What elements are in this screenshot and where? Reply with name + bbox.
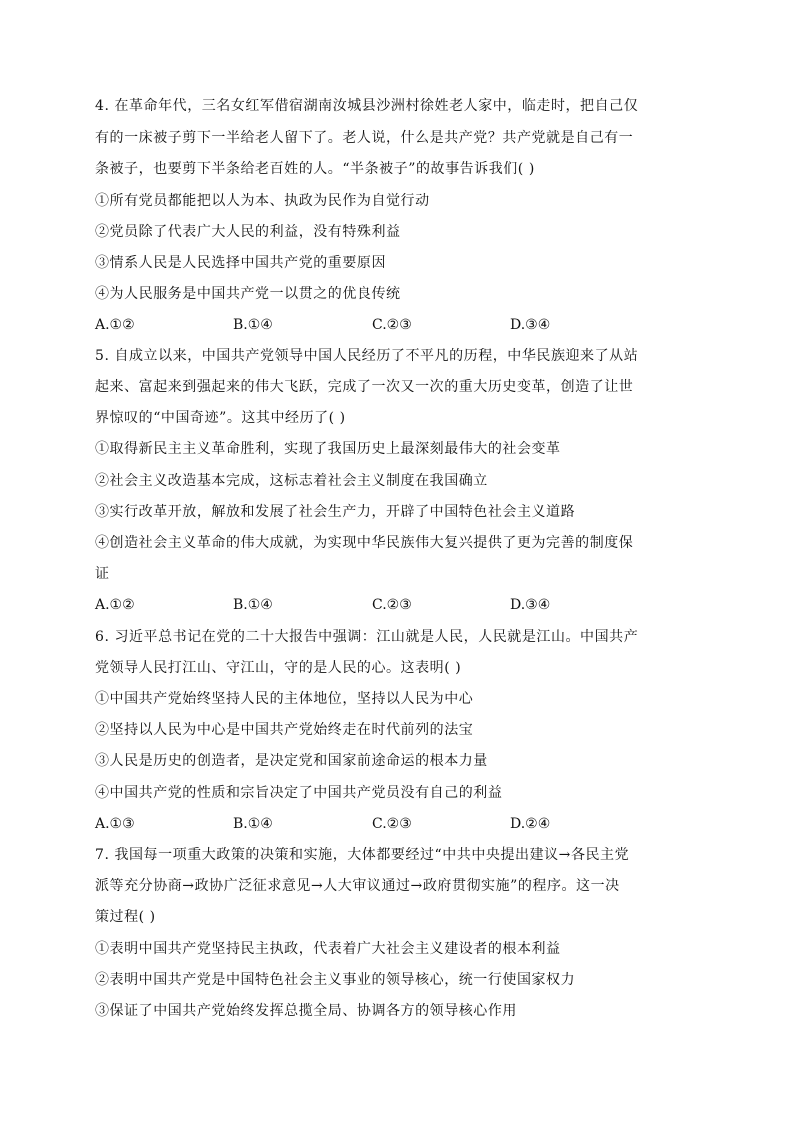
- q7-statement-3: ③保证了中国共产党始终发挥总揽全局、协调各方的领导核心作用: [95, 1003, 517, 1019]
- q7-statement-2: ②表明中国共产党是中国特色社会主义事业的领导核心，统一行使国家权力: [95, 972, 576, 988]
- q5-statement-4: ④创造社会主义革命的伟大成就，为实现中华民族伟大复兴提供了更为完善的制度保: [95, 535, 634, 551]
- q4-stem-line-1: 4. 在革命年代，三名女红军借宿湖南汝城县沙洲村徐姓老人家中，临走时，把自己仅: [95, 98, 639, 114]
- q7-stem-line-3: 策过程( ): [95, 909, 156, 925]
- q5-option-b: B.①④: [233, 597, 273, 613]
- q4-option-d: D.③④: [510, 317, 551, 333]
- q6-option-d: D.②④: [510, 816, 551, 832]
- q6-statement-1: ①中国共产党始终坚持人民的主体地位，坚持以人民为中心: [95, 691, 474, 707]
- q5-stem-line-1: 5. 自成立以来，中国共产党领导中国人民经历了不平凡的历程，中华民族迎来了从站: [95, 348, 639, 364]
- q5-option-a: A.①②: [95, 597, 135, 613]
- q6-option-c: C.②③: [372, 816, 412, 832]
- q5-statement-2: ②社会主义改造基本完成，这标志着社会主义制度在我国确立: [95, 473, 488, 489]
- q7-statement-1: ①表明中国共产党坚持民主执政，代表着广大社会主义建设者的根本利益: [95, 941, 561, 957]
- q4-statement-2: ②党员除了代表广大人民的利益，没有特殊利益: [95, 224, 401, 240]
- q4-option-c: C.②③: [372, 317, 412, 333]
- q4-statement-3: ③情系人民是人民选择中国共产党的重要原因: [95, 255, 386, 271]
- q4-stem-line-2: 有的一床被子剪下一半给老人留下了。老人说，什么是共产党？共产党就是自己有一: [95, 130, 634, 146]
- q6-option-a: A.①③: [95, 816, 135, 832]
- q4-statement-1: ①所有党员都能把以人为本、执政为民作为自觉行动: [95, 193, 430, 209]
- q4-stem-line-3: 条被子，也要剪下半条给老百姓的人。“半条被子”的故事告诉我们( ): [95, 161, 535, 177]
- q5-statement-3: ③实行改革开放，解放和发展了社会生产力，开辟了中国特色社会主义道路: [95, 504, 576, 520]
- q5-stem-line-3: 界惊叹的“中国奇迹”。这其中经历了( ): [95, 410, 346, 426]
- q6-statement-3: ③人民是历史的创造者，是决定党和国家前途命运的根本力量: [95, 753, 488, 769]
- q6-statement-4: ④中国共产党的性质和宗旨决定了中国共产党员没有自己的利益: [95, 785, 503, 801]
- q5-option-d: D.③④: [510, 597, 551, 613]
- q6-statement-2: ②坚持以人民为中心是中国共产党始终走在时代前列的法宝: [95, 722, 474, 738]
- q7-stem-line-2: 派等充分协商→政协广泛征求意见→人大审议通过→政府贯彻实施”的程序。这一决: [95, 878, 620, 894]
- q6-stem-line-1: 6. 习近平总书记在党的二十大报告中强调：江山就是人民，人民就是江山。中国共产: [95, 629, 639, 645]
- q4-option-b: B.①④: [233, 317, 273, 333]
- q5-statement-1: ①取得新民主主义革命胜利，实现了我国历史上最深刻最伟大的社会变革: [95, 441, 561, 457]
- q4-option-a: A.①②: [95, 317, 135, 333]
- q7-stem-line-1: 7. 我国每一项重大政策的决策和实施，大体都要经过“中共中央提出建议→各民主党: [95, 847, 630, 863]
- q5-option-c: C.②③: [372, 597, 412, 613]
- q5-statement-4-continued: 证: [95, 566, 110, 582]
- q6-stem-line-2: 党领导人民打江山、守江山，守的是人民的心。这表明( ): [95, 660, 462, 676]
- q6-option-b: B.①④: [233, 816, 273, 832]
- q5-stem-line-2: 起来、富起来到强起来的伟大飞跃，完成了一次又一次的重大历史变革，创造了让世: [95, 379, 634, 395]
- q4-statement-4: ④为人民服务是中国共产党一以贯之的优良传统: [95, 286, 401, 302]
